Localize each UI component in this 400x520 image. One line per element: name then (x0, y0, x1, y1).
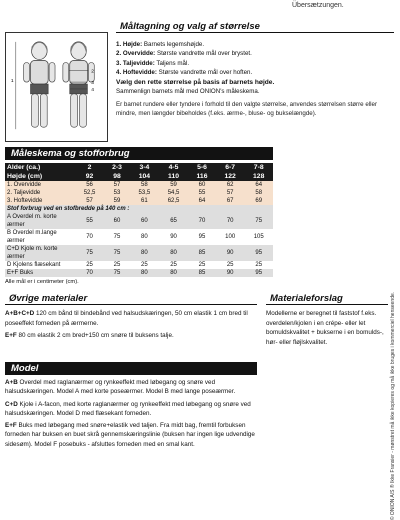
other-materials-text: A+B+C+D 120 cm bånd til bindebånd ved halsudskæringen, 50 cm elastik 1 cm bred til poseeffekt forneden på ærmerne. E+F 80 cm elastik 2 cm bred+150 cm snøre til buksens talje. (5, 310, 248, 339)
table-cell: 25 (244, 261, 273, 269)
table-cell: 80 (130, 269, 159, 277)
table-cell: 70 (75, 229, 104, 245)
table-cell: 25 (104, 261, 130, 269)
compare-note: Sammenlign barnets mål med ONION's måleskema. (116, 88, 260, 96)
table-cell: 2-3 (104, 163, 130, 172)
row-label: D Kjolens flæsekant (5, 261, 75, 269)
table-cell: 64 (188, 197, 216, 205)
table-row (5, 172, 273, 181)
table-cell: 4-5 (159, 163, 188, 172)
measure-item: 1. Højde: Barnets legemshøjde. (116, 41, 205, 48)
table-cell: 62 (216, 181, 245, 189)
table-cell: 53 (104, 189, 130, 197)
figure-label-2: 2 (91, 69, 95, 75)
children-illustration-icon (6, 33, 107, 141)
table-cell: 56 (75, 181, 104, 189)
table-row (5, 163, 273, 172)
figure-label-3: 3 (91, 81, 95, 87)
table-cell: 100 (216, 229, 245, 245)
row-label: 3. Hoftevidde (5, 197, 75, 205)
table-cell: 6-7 (216, 163, 245, 172)
table-cell: 95 (244, 245, 273, 261)
table-cell: 80 (130, 229, 159, 245)
table-cell: 60 (104, 213, 130, 229)
table-cell: 52,5 (75, 189, 104, 197)
table-cell: 95 (188, 229, 216, 245)
table-cell: 59 (159, 181, 188, 189)
table-row (5, 261, 273, 269)
table-cell: 70 (188, 213, 216, 229)
table-cell: 75 (75, 245, 104, 261)
table-cell: 7-8 (244, 163, 273, 172)
table-cell: 95 (244, 269, 273, 277)
measure-item: 3. Taljevidde: Taljens mål. (116, 59, 190, 67)
table-cell: 110 (159, 172, 188, 181)
table-cell: 98 (104, 172, 130, 181)
table-cell: 85 (188, 269, 216, 277)
other-materials-title: Øvrige materialer (5, 292, 257, 305)
table-cell: 57 (216, 189, 245, 197)
table-cell: 55 (75, 213, 104, 229)
table-section-title: Måleskema og stofforbrug (5, 147, 273, 160)
figure-label-1: 1 (10, 79, 14, 85)
material-suggestion-text: Modellerne er beregnet til faststof f.eks. overdelen/kjolen i en crépe- eller let bomuldskvalitet + bukserne i en bomulds-, hør- eller fløjlskvalitet. (266, 310, 384, 346)
table-cell: 60 (188, 181, 216, 189)
measure-item: 2. Overvidde: Største vandrette mål over brystet. (116, 50, 252, 58)
table-cell: 57 (75, 197, 104, 205)
table-cell: 75 (104, 245, 130, 261)
table-row (5, 181, 273, 189)
table-cell: 25 (75, 261, 104, 269)
table-cell: 116 (188, 172, 216, 181)
row-label: A Overdel m. korte ærmer (5, 213, 75, 229)
table-cell: 122 (216, 172, 245, 181)
table-cell: 67 (216, 197, 245, 205)
table-cell: 75 (104, 229, 130, 245)
row-label: Alder (ca.) (5, 163, 75, 172)
table-cell: 70 (216, 213, 245, 229)
measure-section-title: Måltagning og valg af størrelse (116, 20, 394, 33)
copyright-side-text: © ONION A/S ® Ikke Fransier - mønstret må ikke kopieres og må ikke bruges i kommerciel henseende. (390, 291, 396, 520)
top-note: Übersætzungen. (292, 2, 344, 9)
table-cell: 80 (159, 269, 188, 277)
row-label: B Overdel m.lange ærmer (5, 229, 75, 245)
table-cell: 105 (244, 229, 273, 245)
row-label: 2. Taljevidde (5, 189, 75, 197)
table-cell: 64 (244, 181, 273, 189)
table-cell: 90 (159, 229, 188, 245)
table-cell: 58 (244, 189, 273, 197)
table-cell: 53,5 (130, 189, 159, 197)
fabric-heading: Stof forbrug ved en stofbredde på 140 cm : (5, 205, 273, 213)
row-label: E+F Buks (5, 269, 75, 277)
material-suggestion-title: Materialeforslag (266, 292, 388, 305)
table-cell: 75 (244, 213, 273, 229)
table-cell: 90 (216, 269, 245, 277)
table-cell: 70 (75, 269, 104, 277)
table-cell: 62,5 (159, 197, 188, 205)
table-cell: 61 (130, 197, 159, 205)
table-cell: 25 (188, 261, 216, 269)
table-cell: 54,5 (159, 189, 188, 197)
table-cell: 75 (104, 269, 130, 277)
table-row (5, 269, 273, 277)
table-cell: 58 (130, 181, 159, 189)
table-cell: 59 (104, 197, 130, 205)
table-row (5, 189, 273, 197)
table-cell: 55 (188, 189, 216, 197)
table-cell: 25 (159, 261, 188, 269)
table-row (5, 213, 273, 229)
table-cell: 90 (216, 245, 245, 261)
size-description: Er barnet rundere eller tyndere i forhold til den valgte størrelse, anvendes størrelsen større eller mindre, men længder bibeholdes (f.eks. ærme-, bluse- og bukselængde). (116, 100, 378, 118)
model-section-title: Model (5, 362, 257, 375)
table-row (5, 245, 273, 261)
row-label: C+D Kjole m. korte ærmer (5, 245, 75, 261)
table-cell: 128 (244, 172, 273, 181)
table-cell: 57 (104, 181, 130, 189)
table-cell: 5-6 (188, 163, 216, 172)
table-cell: 25 (130, 261, 159, 269)
row-label: Højde (cm) (5, 172, 75, 181)
table-cell: 80 (130, 245, 159, 261)
table-cell: 3-4 (130, 163, 159, 172)
measure-item: 4. Hoftevidde: Største vandrette mål over hoften. (116, 68, 253, 76)
measurement-figure (5, 32, 108, 142)
row-label: 1. Overvidde (5, 181, 75, 189)
table-row (5, 197, 273, 205)
figure-label-4: 4 (91, 87, 95, 93)
size-table (5, 163, 273, 277)
table-cell: 85 (188, 245, 216, 261)
table-cell: 60 (130, 213, 159, 229)
table-footnote: Alle mål er i centimeter (cm). (5, 279, 79, 285)
measure-instructions (116, 40, 396, 118)
table-row (5, 229, 273, 245)
table-cell: 92 (75, 172, 104, 181)
fabric-heading-row (5, 205, 273, 213)
size-choice-emphasis: Vælg den rette størrelse på basis af barnets højde. (116, 79, 275, 87)
table-cell: 80 (159, 245, 188, 261)
model-text: A+B Overdel med raglanærmer og rynkeeffekt med løbegang og snøre ved halsudskæringen. Model A med korte poseærmer. Model B med lange poseærmer. C+D Kjole i A-facon, med korte raglanærmer og rynkeeffekt med løbegang og snøre ved halsudskæringen. Model D med flæsekant forneden. E+F Buks med løbegang med snøre+elastik ved taljen. Fra midt bag, fremtil forbuksen forneden har buksen en buet skrå gennemskæringslinie (buksen har ingen lige udvendige sidesøm). Model F posebuks - afsluttes forneden med en smal kant. (5, 379, 255, 448)
table-cell: 25 (216, 261, 245, 269)
table-cell: 69 (244, 197, 273, 205)
table-cell: 2 (75, 163, 104, 172)
table-cell: 104 (130, 172, 159, 181)
table-cell: 65 (159, 213, 188, 229)
